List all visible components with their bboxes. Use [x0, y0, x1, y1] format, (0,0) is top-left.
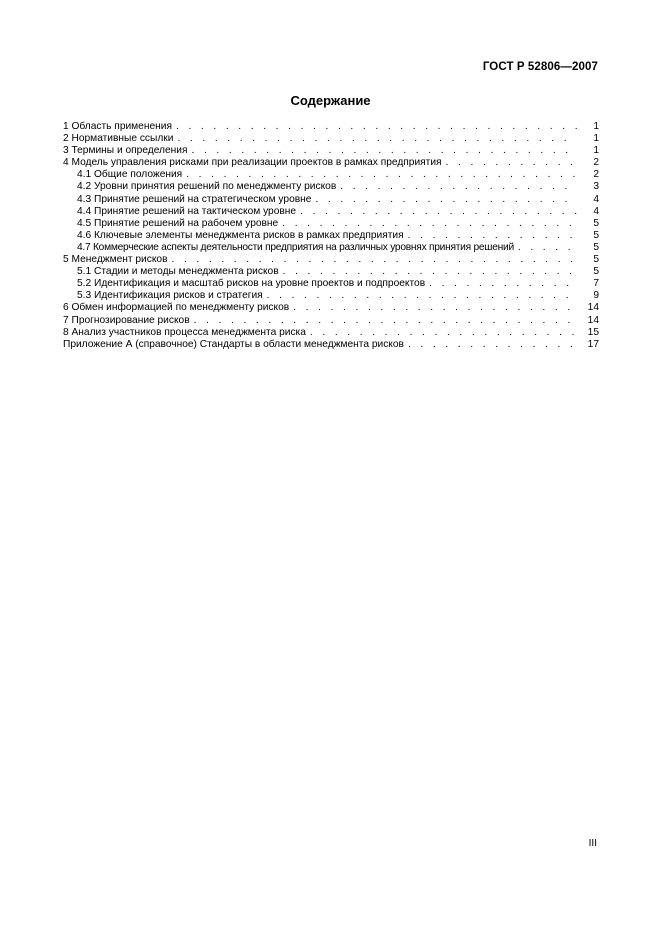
toc-entry-page: 15	[587, 326, 599, 338]
toc-entry-page: 5	[593, 241, 599, 253]
toc-entry-page: 1	[593, 121, 599, 132]
toc-entry[interactable]	[63, 315, 599, 327]
toc-entry-page: 5	[593, 266, 599, 278]
toc-entry[interactable]	[63, 157, 599, 169]
toc-subentry[interactable]	[63, 290, 599, 302]
toc-entry[interactable]	[63, 254, 599, 266]
document-code: ГОСТ Р 52806—2007	[482, 61, 598, 73]
dot-leader	[408, 230, 577, 242]
toc-entry[interactable]	[63, 121, 599, 133]
toc-entry-page: 17	[587, 338, 599, 350]
dot-leader	[171, 254, 577, 266]
toc-entry-text: 5.1 Стадии и методы менеджмента рисков	[77, 266, 279, 278]
toc-subentry[interactable]	[63, 194, 599, 206]
toc-entry[interactable]	[63, 327, 599, 339]
dot-leader	[282, 218, 577, 230]
toc-entry-text: 5.2 Идентификация и масштаб рисков на уровне проектов и подпроектов	[77, 278, 426, 290]
toc-entry-page: 14	[587, 314, 599, 326]
toc-entry-text: 4.7 Коммерческие аспекты деятельности предприятия на различных уровнях принятия решений	[77, 241, 514, 253]
dot-leader	[429, 278, 577, 290]
dot-leader	[340, 181, 577, 193]
dot-leader	[186, 169, 577, 181]
dot-leader	[191, 145, 577, 157]
toc-entry-text: 5.3 Идентификация рисков и стратегия	[77, 290, 263, 302]
toc-entry-page: 7	[593, 278, 599, 290]
toc-entry-text: 4.2 Уровни принятия решений по менеджменту рисков	[77, 181, 337, 193]
toc-entry-text: 4.1 Общие положения	[77, 169, 183, 181]
toc-entry-page: 4	[593, 193, 599, 205]
toc-entry-text: 1 Область применения	[63, 121, 172, 132]
toc-entry-text: 6 Обмен информацией по менеджменту рисков	[63, 302, 290, 314]
toc-entry[interactable]	[63, 145, 599, 157]
toc-entry-page: 2	[593, 157, 599, 169]
dot-leader	[194, 315, 577, 327]
toc-entry-text: 8 Анализ участников процесса менеджмента риска	[63, 326, 306, 338]
toc-entry[interactable]	[63, 133, 599, 145]
toc-subentry[interactable]	[63, 218, 599, 230]
table-of-contents	[63, 121, 599, 351]
dot-leader	[446, 157, 577, 169]
toc-entry-page: 14	[587, 302, 599, 314]
toc-entry-text: 3 Термины и определения	[63, 145, 188, 157]
toc-entry-page: 9	[593, 290, 599, 302]
toc-subentry[interactable]	[63, 266, 599, 278]
dot-leader	[293, 302, 577, 314]
page-number: III	[588, 838, 597, 849]
toc-entry-page: 3	[593, 181, 599, 193]
toc-entry-text: 4.4 Принятие решений на тактическом уровне	[77, 205, 297, 217]
dot-leader	[283, 266, 577, 278]
dot-leader	[300, 206, 577, 218]
toc-entry-page: 2	[593, 169, 599, 181]
toc-subentry[interactable]	[63, 278, 599, 290]
toc-entry-page: 5	[593, 229, 599, 241]
toc-subentry[interactable]	[63, 230, 599, 242]
toc-subentry[interactable]	[63, 181, 599, 193]
toc-entry-text: 4.5 Принятие решений на рабочем уровне	[77, 217, 279, 229]
toc-entry-page: 4	[593, 205, 599, 217]
toc-entry[interactable]	[63, 302, 599, 314]
dot-leader	[408, 339, 577, 351]
toc-entry-text: Приложение А (справочное) Стандарты в области менеджмента рисков	[63, 338, 404, 350]
dot-leader	[310, 327, 577, 339]
toc-entry-page: 5	[593, 254, 599, 266]
dot-leader	[177, 133, 577, 145]
toc-entry-page: 5	[593, 217, 599, 229]
dot-leader	[176, 121, 577, 133]
toc-subentry[interactable]	[63, 206, 599, 218]
dot-leader	[267, 290, 577, 302]
toc-entry-text: 4.6 Ключевые элементы менеджмента рисков в рамках предприятия	[77, 229, 404, 241]
toc-subentry[interactable]	[63, 242, 599, 254]
toc-entry-page: 1	[593, 133, 599, 145]
toc-entry-text: 4.3 Принятие решений на стратегическом уровне	[77, 193, 312, 205]
dot-leader	[315, 194, 577, 206]
toc-entry-text: 4 Модель управления рисками при реализации проектов в рамках предприятия	[63, 157, 442, 169]
toc-entry[interactable]	[63, 339, 599, 351]
dot-leader	[518, 242, 577, 254]
toc-entry-text: 2 Нормативные ссылки	[63, 133, 174, 145]
toc-title: Содержание	[290, 93, 371, 108]
toc-subentry[interactable]	[63, 169, 599, 181]
toc-entry-page: 1	[593, 145, 599, 157]
toc-entry-text: 5 Менеджмент рисков	[63, 254, 168, 266]
toc-entry-text: 7 Прогнозирование рисков	[63, 314, 190, 326]
